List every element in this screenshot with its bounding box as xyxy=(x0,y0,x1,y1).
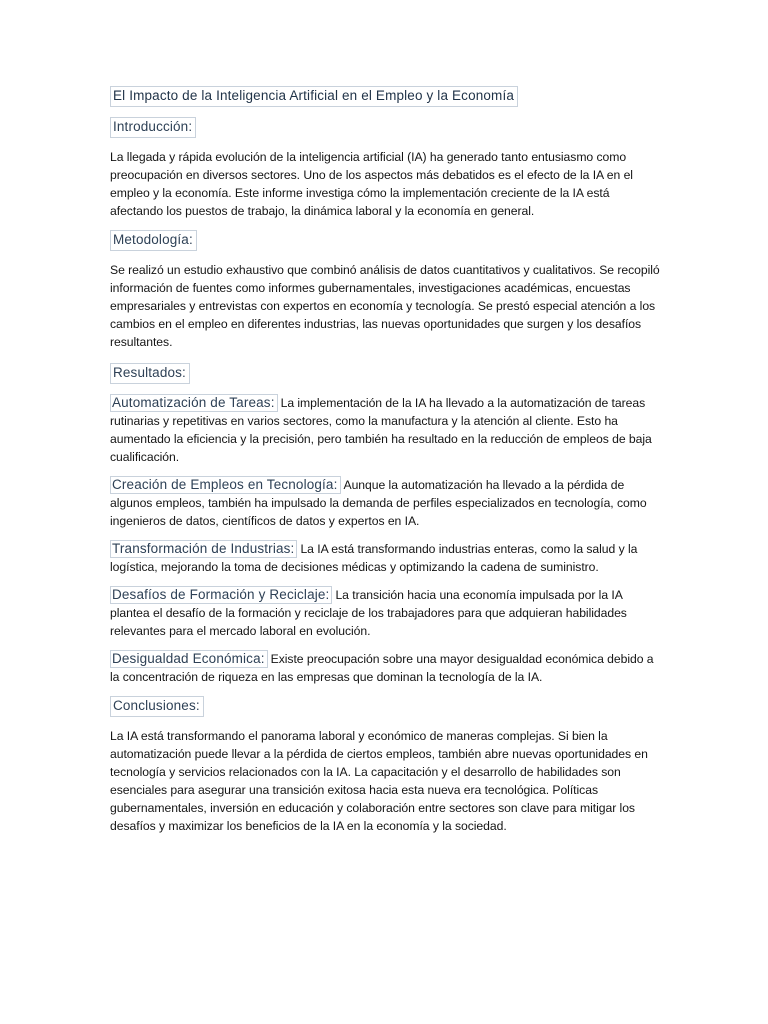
result-text: La IA está transformando industrias enteras, como la salud y la logística, mejorando la toma de decisiones médicas y optimizando la cadena de suministro. xyxy=(110,542,638,574)
result-label: Transformación de Industrias: xyxy=(110,540,297,558)
result-item-automation xyxy=(110,394,660,466)
result-text: La transición hacia una economía impulsada por la IA plantea el desafío de la formación y reciclaje de los trabajadores para que adquieran habilidades relevantes para el mercado laboral en evolución. xyxy=(110,588,627,638)
introduction-paragraph: La llegada y rápida evolución de la inteligencia artificial (IA) ha generado tanto entusiasmo como preocupación en diversos sectores. Uno de los aspectos más debatidos es el efecto de la IA en el empleo y la economía. Este informe investiga cómo la implementación creciente de la IA está afectando los puestos de trabajo, la dinámica laboral y la economía en general. xyxy=(110,150,633,218)
result-label: Desigualdad Económica: xyxy=(110,650,268,668)
result-label: Desafíos de Formación y Reciclaje: xyxy=(110,586,332,604)
result-item-economic-inequality xyxy=(110,650,660,686)
conclusions-paragraph: La IA está transformando el panorama laboral y económico de maneras complejas. Si bien la automatización puede llevar a la pérdida de ciertos empleos, también abre nuevas oportunidades en tecnología y servicios relacionados con la IA. La capacitación y el desarrollo de habilidades son esenciales para asegurar una transición exitosa hacia esta nueva era tecnológica. Políticas gubernamentales, inversión en educación y colaboración entre sectores son clave para mitigar los desafíos y maximizar los beneficios de la IA en la economía y la sociedad. xyxy=(110,729,648,833)
methodology-section xyxy=(110,230,660,351)
conclusions-heading: Conclusiones: xyxy=(110,696,204,717)
methodology-paragraph: Se realizó un estudio exhaustivo que combinó análisis de datos cuantitativos y cualitativos. Se recopiló información de fuentes como informes gubernamentales, investigaciones académicas, encuestas empresariales y entrevistas con expertos en economía y tecnología. Se prestó especial atención a los cambios en el empleo en diferentes industrias, las nuevas oportunidades que surgen y los desafíos resultantes. xyxy=(110,263,660,349)
document-page xyxy=(110,86,660,847)
results-section xyxy=(110,363,660,686)
introduction-heading: Introducción: xyxy=(110,117,196,138)
result-item-job-creation xyxy=(110,476,660,530)
methodology-heading: Metodología: xyxy=(110,230,197,251)
result-text: Aunque la automatización ha llevado a la pérdida de algunos empleos, también ha impulsado la demanda de perfiles especializados en tecnología, como ingenieros de datos, científicos de datos y expertos en IA. xyxy=(110,478,647,528)
result-item-training-challenges xyxy=(110,586,660,640)
introduction-section xyxy=(110,117,660,220)
result-text: La implementación de la IA ha llevado a la automatización de tareas rutinarias y repetitivas en varios sectores, como la manufactura y la atención al cliente. Esto ha aumentado la eficiencia y la precisión, pero también ha resultado en la reducción de empleos de baja cualificación. xyxy=(110,396,652,464)
result-label: Automatización de Tareas: xyxy=(110,394,278,412)
document-title: El Impacto de la Inteligencia Artificial en el Empleo y la Economía xyxy=(110,86,518,107)
result-text: Existe preocupación sobre una mayor desigualdad económica debido a la concentración de riqueza en las empresas que dominan la tecnología de la IA. xyxy=(110,652,654,684)
result-item-industry-transformation xyxy=(110,540,660,576)
results-heading: Resultados: xyxy=(110,363,190,384)
result-label: Creación de Empleos en Tecnología: xyxy=(110,476,341,494)
conclusions-section xyxy=(110,696,660,835)
